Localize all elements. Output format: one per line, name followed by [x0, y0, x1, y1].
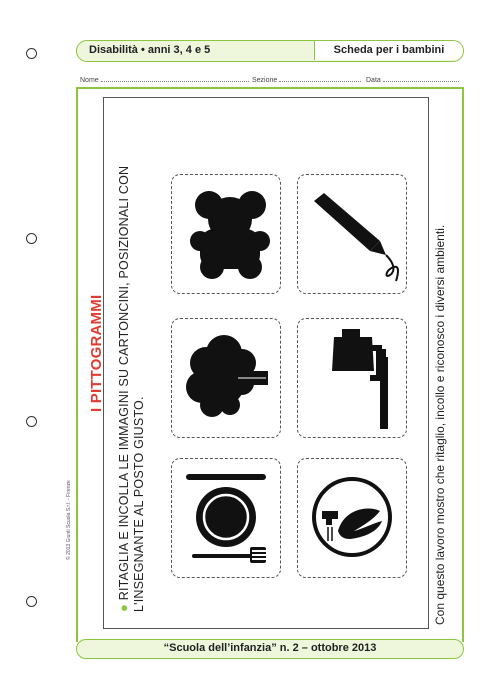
- header-sheet-type: Scheda per i bambini: [314, 41, 463, 60]
- date-line: [383, 75, 459, 82]
- pictogram-card-teddy-bear[interactable]: [171, 174, 281, 294]
- sink-icon: [298, 319, 406, 437]
- pictogram-card-hand-washing[interactable]: [297, 458, 407, 578]
- name-line: [101, 75, 249, 82]
- binder-hole: [26, 416, 37, 427]
- name-label: Nome: [80, 77, 99, 84]
- title-text: I PITTOGRAMMI: [88, 294, 105, 412]
- instruction-text-2: L'INSEGNANTE AL POSTO GIUSTO.: [132, 396, 146, 612]
- side-note-text: Con questo lavoro mostro che ritaglio, incollo e riconosco i diversi ambienti.: [433, 224, 447, 625]
- date-field[interactable]: [366, 75, 459, 84]
- tree-icon: [172, 319, 280, 437]
- pictogram-card-tree[interactable]: [171, 318, 281, 438]
- section-line: [279, 75, 361, 82]
- footer-bar: “Scuola dell’infanzia” n. 2 – ottobre 2013: [76, 639, 464, 659]
- binder-hole: [26, 596, 37, 607]
- frame-left-line: [76, 87, 78, 642]
- date-label: Data: [366, 77, 381, 84]
- header-category: Disabilità • anni 3, 4 e 5: [89, 44, 211, 56]
- bullet-icon: ●: [116, 603, 131, 612]
- name-field[interactable]: [80, 75, 249, 84]
- binder-hole: [26, 233, 37, 244]
- binder-hole: [26, 48, 37, 59]
- pictogram-card-plate[interactable]: [171, 458, 281, 578]
- plate-cutlery-icon: [172, 459, 280, 577]
- section-field[interactable]: [252, 75, 361, 84]
- frame-top-line: [76, 87, 464, 89]
- crayon-icon: [298, 175, 406, 293]
- copyright-text: © 2013 Giunti Scuola S.r.l. - Firenze: [66, 480, 72, 560]
- section-label: Sezione: [252, 77, 278, 84]
- teddy-bear-icon: [172, 175, 280, 293]
- frame-right-line: [462, 87, 464, 642]
- pictogram-card-crayon[interactable]: [297, 174, 407, 294]
- hand-washing-icon: [298, 459, 406, 577]
- instruction-text-1: RITAGLIA E INCOLLA LE IMMAGINI SU CARTONCINI, POSIZIONALI CON: [117, 165, 131, 601]
- header-bar: [76, 40, 464, 62]
- pictogram-card-sink[interactable]: [297, 318, 407, 438]
